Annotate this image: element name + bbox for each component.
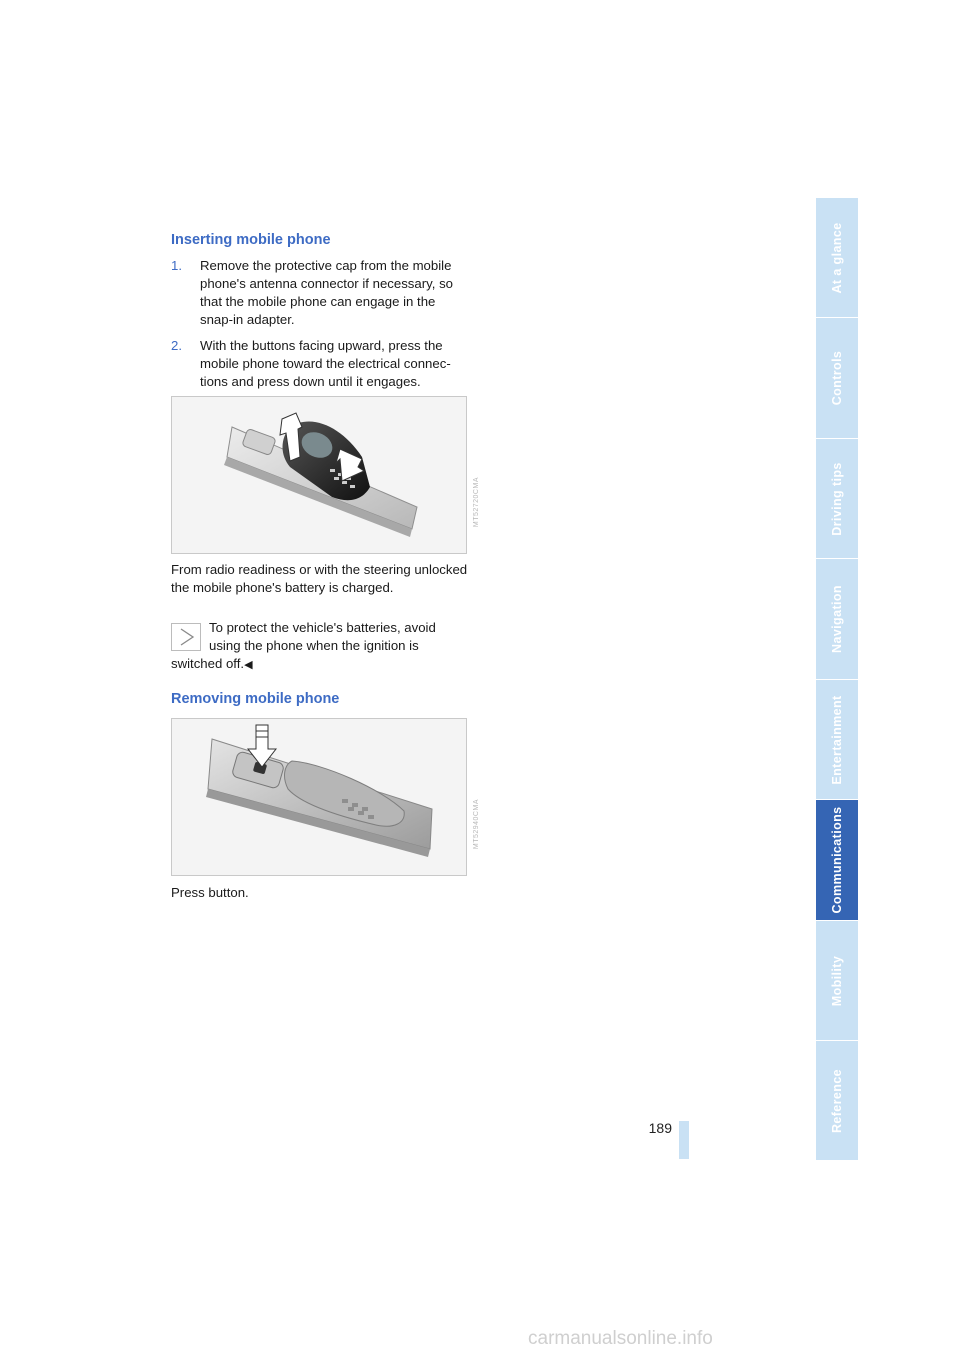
chapter-tabs	[816, 197, 858, 1160]
section-inserting	[171, 232, 471, 399]
tab-navigation[interactable]	[816, 558, 858, 679]
tab-entertainment[interactable]	[816, 679, 858, 799]
tab-label: Driving tips	[830, 461, 844, 536]
charging-paragraph: From radio readiness or with the steering unlocked the mobile phone's battery is charged.	[171, 562, 468, 595]
end-marker-icon: ◀	[244, 659, 253, 671]
figure-code: MT52940CMA	[473, 799, 480, 850]
step-1	[171, 257, 471, 329]
step-2	[171, 337, 471, 391]
tab-controls[interactable]	[816, 317, 858, 438]
tab-driving-tips[interactable]	[816, 438, 858, 558]
note-arrow-icon	[171, 623, 201, 651]
tab-label: At a glance	[830, 221, 844, 294]
figure-code: MT52720CMA	[473, 477, 480, 528]
step-number: 2.	[171, 338, 182, 353]
tab-label: Navigation	[830, 585, 844, 653]
note-line: using the phone when the ignition is	[209, 638, 419, 653]
tab-label: Entertainment	[830, 694, 844, 785]
page-number: 189	[648, 1120, 672, 1136]
footer-watermark: carmanualsonline.info	[528, 1328, 713, 1349]
page-number-bar	[679, 1121, 689, 1159]
note-line: To protect the vehicle's batteries, avoid	[209, 620, 436, 635]
step-text: With the buttons facing upward, press the mobile phone toward the electrical connec-tions and press down until it engages.	[200, 338, 451, 389]
phone-cradle-illustration	[172, 397, 466, 553]
figure-insert-phone	[171, 396, 480, 554]
figure-remove-phone	[171, 718, 480, 876]
charging-info	[171, 561, 471, 597]
note-text-bottom	[171, 655, 253, 674]
tab-reference[interactable]	[816, 1040, 858, 1160]
tab-label: Communications	[830, 806, 844, 914]
section-removing	[171, 691, 471, 707]
note-text-top	[209, 619, 479, 655]
tab-label: Mobility	[830, 955, 844, 1006]
step-text: Remove the protective cap from the mobile phone's antenna connector if necessary, so that the mobile phone can engage in the snap-in adapter.	[200, 258, 453, 327]
release-button-illustration	[172, 719, 466, 875]
tab-mobility[interactable]	[816, 920, 858, 1040]
section-title-inserting: Inserting mobile phone	[171, 232, 331, 248]
tab-label: Controls	[830, 350, 844, 406]
step-number: 1.	[171, 258, 182, 273]
remove-paragraph: Press button.	[171, 885, 249, 900]
note-line: switched off.	[171, 656, 245, 671]
remove-instruction	[171, 884, 471, 902]
tab-at-a-glance[interactable]	[816, 197, 858, 317]
section-title-removing: Removing mobile phone	[171, 691, 340, 707]
tab-label: Reference	[830, 1068, 844, 1133]
tab-communications[interactable]	[816, 799, 858, 920]
